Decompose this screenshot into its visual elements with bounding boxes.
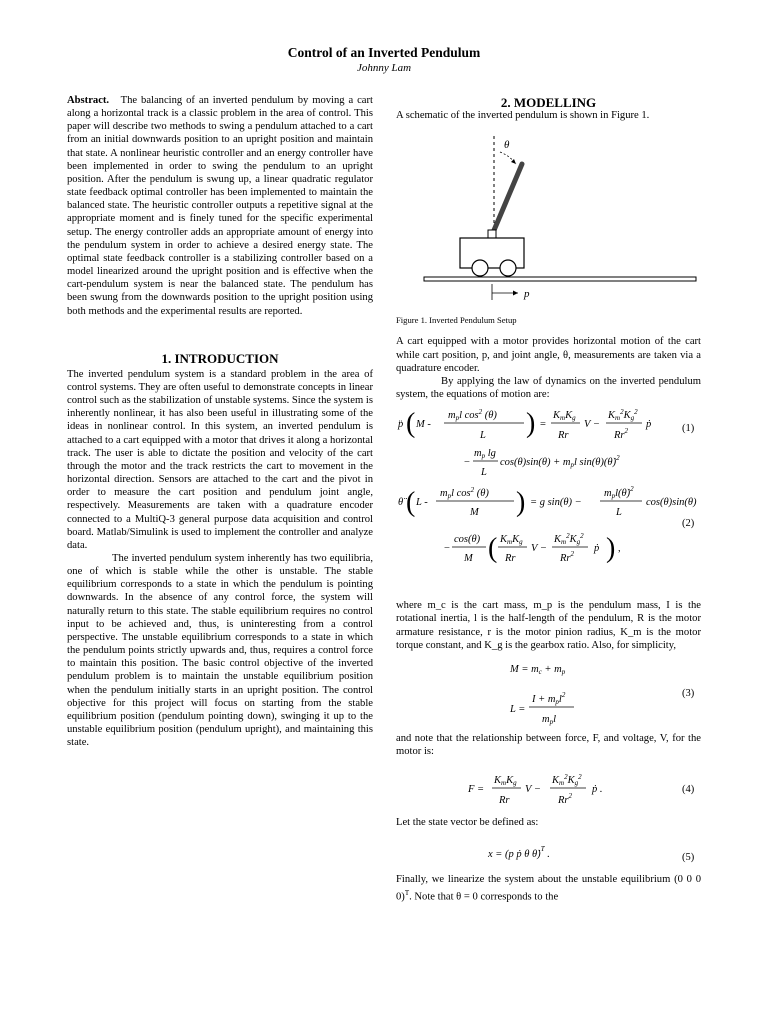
section-heading-introduction: 1. INTRODUCTION xyxy=(161,350,279,366)
intro-paragraph-2: The inverted pendulum system inherently has two equilibria, one of which is stable while the other is unstable. The stable equilibrium corresponds to a state in which the pendulum is pointing downwards. In the absence of any control force, the system will naturally return to this state. The stable equilibrium requires no control input to be achieved and, thus, is uninteresting from a control perspective. The unstable equilibrium corresponds to a state in which the pendulum points strictly upwards and, thus, requires a control force to maintain this position. The basic control objective of the inverted pendulum problem is to maintain the unstable equilibrium position when the pendulum initially starts in an upright position. The control objective for this project will focus on starting from the stable equilibrium position (pendulum pointing down), swinging it up to the unstable equilibrium position (pendulum upright), and maintaining this state. xyxy=(67,553,373,749)
svg-text:Rr2: Rr$^2$ xyxy=(614,427,628,442)
svg-text:ṗ: ṗ xyxy=(594,543,600,555)
svg-text:L =: L = xyxy=(510,703,526,715)
svg-text:L: L xyxy=(480,430,486,442)
svg-text:ṗ .: ṗ . xyxy=(592,784,603,796)
svg-text:=: = xyxy=(540,419,546,431)
svg-text:cos(θ)sin(θ): cos(θ)sin(θ) xyxy=(646,497,697,509)
svg-text:p̈: p̈ xyxy=(398,419,404,431)
eq3-number: (3) xyxy=(682,687,695,699)
svg-text:M -: M - xyxy=(416,419,431,431)
svg-text:mp lg: mp lg xyxy=(474,448,496,461)
svg-text:(: ( xyxy=(406,487,416,519)
svg-text:−: − xyxy=(464,457,470,469)
paper-title: Control of an Inverted Pendulum xyxy=(287,45,481,60)
equation-5 xyxy=(396,829,701,873)
svg-text:θ̈: θ̈ xyxy=(398,497,404,509)
svg-text:mpl cos2 (θ): mpl $\cos^2 (\theta)$ xyxy=(448,408,497,423)
svg-text:cos(θ)sin(θ) + mpl sin(θ)(θ̇)2: cos(θ)sin(θ) + mpl sin(θ)(θ̇)$^2$ xyxy=(500,454,620,470)
equation-4 xyxy=(396,758,701,816)
eq2-number: (2) xyxy=(682,518,695,530)
equations-1-2 xyxy=(396,401,701,599)
svg-text:x = (p ṗ θ θ̇)T .: x = (p ṗ θ θ̇)$^T$ . xyxy=(488,845,550,861)
svg-text:F =: F = xyxy=(468,784,485,796)
svg-text:mpl: mpl xyxy=(542,713,557,726)
svg-text:mpl(θ̇)2: mpl(θ̇)$^2$ xyxy=(604,485,634,501)
modelling-paragraph-2: By applying the law of dynamics on the inverted pendulum system, the equations of motion are: xyxy=(396,375,701,401)
svg-text:M = mc + mp: M = mc + mp xyxy=(510,663,566,676)
svg-text:(: ( xyxy=(488,533,498,565)
left-column xyxy=(67,94,373,749)
equation-3 xyxy=(396,652,701,732)
svg-text:Rr: Rr xyxy=(558,430,569,442)
theta-label: θ xyxy=(504,139,510,152)
svg-text:−: − xyxy=(444,543,450,555)
figure-1 xyxy=(396,122,701,282)
svg-text:Rr: Rr xyxy=(505,553,516,565)
right-column xyxy=(396,96,701,903)
svg-text:M: M xyxy=(464,553,473,565)
svg-text:(: ( xyxy=(406,408,416,440)
svg-text:V −: V − xyxy=(525,784,541,796)
svg-text:Km2Kg2: Km$^2$Kg$^2$ xyxy=(554,532,584,547)
modelling-where: where m_c is the cart mass, m_p is the pendulum mass, I is the rotational inertia, l is the half-length of the pendulum, R is the motor armature resistance, r is the motor pinion radius, K_m is the motor torque constant, and K_g is the gearbox ratio. Also, for simplicity, xyxy=(396,600,701,651)
modelling-paragraph-1: A cart equipped with a motor provides horizontal motion of the cart while cart position, p, and joint angle, θ, measurements are taken via a quadrature encoder. xyxy=(396,336,701,374)
svg-text:KmKg: KmKg xyxy=(500,534,523,547)
abstract xyxy=(67,94,373,318)
p-label: p xyxy=(524,288,530,301)
pendulum-diagram xyxy=(396,122,701,282)
svg-text:V −: V − xyxy=(584,419,600,431)
svg-text:V −: V − xyxy=(531,543,547,555)
eq1-number: (1) xyxy=(682,423,695,435)
svg-text:ṗ: ṗ xyxy=(646,419,652,431)
svg-text:L -: L - xyxy=(416,497,428,509)
svg-text:Km2Kg2: Km$^2$Kg$^2$ xyxy=(552,773,582,788)
modelling-final-text: Finally, we linearize the system about the unstable equilibrium (0 0 0 0)$^T$. Note that θ = 0 corresponds to the xyxy=(396,874,701,903)
svg-text:= g sin(θ) −: = g sin(θ) − xyxy=(530,497,582,509)
svg-text:): ) xyxy=(606,533,616,565)
svg-text:cos(θ): cos(θ) xyxy=(454,534,481,546)
equations-of-motion xyxy=(396,401,701,599)
svg-text:Rr: Rr xyxy=(499,795,510,807)
svg-text:Rr2: Rr$^2$ xyxy=(560,550,574,565)
svg-text:): ) xyxy=(516,487,526,519)
svg-text:KmKg: KmKg xyxy=(494,775,517,788)
svg-text:L: L xyxy=(616,507,622,519)
eq4-number: (4) xyxy=(682,784,695,796)
svg-text:): ) xyxy=(526,408,536,440)
modelling-state-text: Let the state vector be defined as: xyxy=(396,817,539,829)
svg-text:Rr2: Rr$^2$ xyxy=(558,792,572,807)
svg-text:Km2Kg2: Km$^2$Kg$^2$ xyxy=(608,408,638,423)
figure-caption: Figure 1. Inverted Pendulum Setup xyxy=(396,315,517,326)
modelling-force-text: and note that the relationship between force, F, and voltage, V, for the motor is: xyxy=(396,732,701,758)
svg-text:mpl cos2 (θ): mpl $\cos^2 (\theta)$ xyxy=(440,486,489,501)
section-heading-modelling: 2. MODELLING xyxy=(500,95,597,110)
eq5-number: (5) xyxy=(682,852,695,864)
modelling-intro: A schematic of the inverted pendulum is shown in Figure 1. xyxy=(396,110,650,122)
abstract-text: The balancing of an inverted pendulum by moving a cart along a horizontal track is a classic problem in the area of control. This paper will describe two methods to swing a pendulum attached to a cart from an initial downwards position to an upright position and maintain that state. A nonlinear heuristic controller and an energy controller have been implemented in order to swing the pendulum to an upright position. After the pendulum is swung up, a linear quadratic regulator state feedback optimal controller has been implemented to maintain the balanced state. The heuristic controller outputs a repetitive signal at the appropriate moment and is finely tuned for the specific experimental setup. The energy controller adds an appropriate amount of energy into the pendulum system in order to achieve a desired energy state. The optimal state feedback controller is a stabilizing controller based on a model linearized around the upright position and is effective when the cart-pendulum system is near the balanced state. The pendulum has been swung from the downwards position to the upright position using both methods and the experimental results are reported. xyxy=(67,95,373,317)
svg-text:,: , xyxy=(618,543,621,555)
svg-text:L: L xyxy=(481,467,487,479)
abstract-label: Abstract. xyxy=(67,95,110,106)
figure-p-axis xyxy=(396,282,701,304)
paper-author: Johnny Lam xyxy=(356,62,412,74)
svg-text:I + mpl2: I + mpl$^2$ xyxy=(532,690,566,706)
intro-paragraph-1: The inverted pendulum system is a standard problem in the area of control systems. They are often useful to demonstrate concepts in linear control such as the stabilization of unstable systems. Since the system is inherently nonlinear, it has also been useful in illustrating some of the ideas in nonlinear control. In this system, an inverted pendulum is attached to a cart equipped with a motor that drives it along a horizontal track. The user is able to dictate the position and velocity of the cart through the motor and the track restricts the cart to movement in the horizontal direction. Sensors are attached to the cart and the pivot in order to measure the cart position and pendulum joint angle, respectively. Measurements are taken with a quadrature encoder connected to a MultiQ-3 general purpose data acquisition and control board. Matlab/Simulink is used to implement the controller and analyze data. xyxy=(67,368,373,551)
svg-text:KmKg: KmKg xyxy=(553,410,576,423)
svg-text:M: M xyxy=(470,507,479,519)
